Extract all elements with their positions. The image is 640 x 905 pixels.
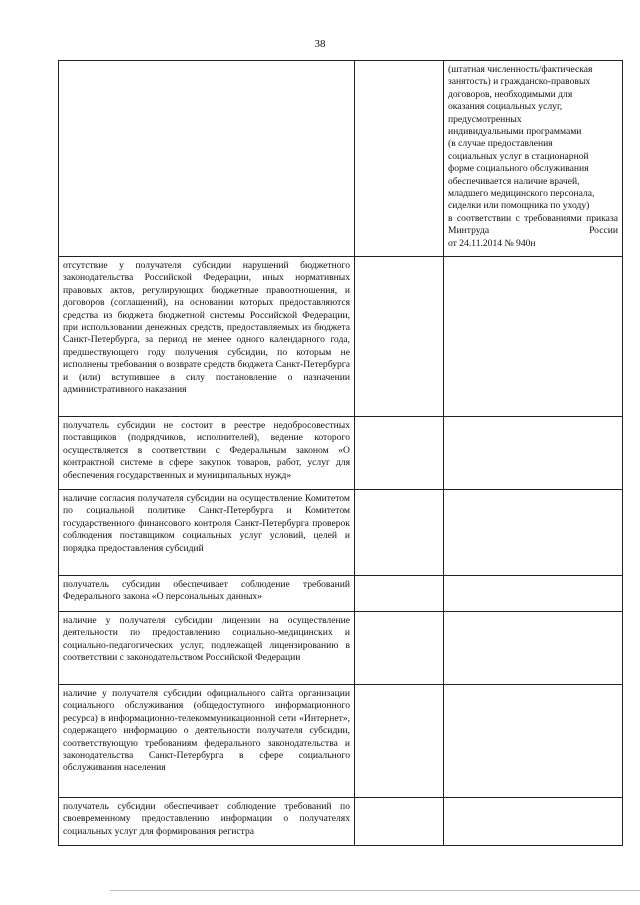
- blank-cell: [355, 798, 444, 846]
- blank-cell: [355, 61, 444, 257]
- requirement-text-justified: в соответствии с требованиями приказа Минтруда России: [448, 212, 618, 237]
- blank-cell: [444, 257, 623, 417]
- condition-cell: наличие у получателя субсидии официального сайта организации социального обслуживания (общедоступного информационного ресурса) в информационно-телекоммуникационной сети «Интернет», содержащего информацию о деятельности получателя субсидии, соответствующую требованиям федерального законодательства и законодательства Санкт-Петербурга в сфере социального обслуживания населения: [59, 685, 355, 798]
- condition-cell: наличие у получателя субсидии лицензии на осуществление деятельности по предоставлению социально-медицинских и социально-педагогических услуг, подлежащей лицензированию в соответствии с законодательством Российской Федерации: [59, 612, 355, 685]
- requirement-cell: [444, 61, 623, 257]
- condition-cell: отсутствие у получателя субсидии нарушений бюджетного законодательства Российской Федерации, иных нормативных правовых актов, регулирующих бюджетные правоотношения, и договоров (соглашений), на основании которых предоставляются средства из бюджета бюджетной системы Российской Федерации, при использовании денежных средств, предоставляемых из бюджета Санкт-Петербурга, за период не менее одного календарного года, предшествующего году получения субсидии, по которым не исполнены требования о возврате средств бюджета Санкт-Петербурга и (или) вступившее в силу постановление о назначении административного наказания: [59, 257, 355, 417]
- blank-cell: [355, 612, 444, 685]
- blank-cell: [444, 490, 623, 576]
- bottom-edge-line: [110, 890, 640, 891]
- table-row: [59, 61, 623, 257]
- condition-cell: наличие согласия получателя субсидии на осуществление Комитетом по социальной политике Санкт-Петербурга и Комитетом государственного финансового контроля Санкт-Петербурга проверок соблюдения поставщиком социальных услуг условий, целей и порядка предоставления субсидий: [59, 490, 355, 576]
- condition-cell: получатель субсидии не состоит в реестре недобросовестных поставщиков (подрядчиков, исполнителей), ведение которого осуществляется в соответствии с Федеральным законом «О контрактной системе в сфере закупок товаров, работ, услуг для обеспечения государственных и муниципальных нужд»: [59, 417, 355, 490]
- table-row: [59, 612, 623, 685]
- blank-cell: [444, 576, 623, 612]
- blank-cell: [355, 490, 444, 576]
- table-row: [59, 685, 623, 798]
- blank-cell: [444, 685, 623, 798]
- blank-cell: [355, 257, 444, 417]
- conditions-table: [58, 60, 623, 846]
- table-row: [59, 576, 623, 612]
- page-number: 38: [314, 38, 326, 50]
- blank-cell: [355, 685, 444, 798]
- table-row: [59, 257, 623, 417]
- blank-cell: [444, 798, 623, 846]
- condition-cell: получатель субсидии обеспечивает соблюдение требований по своевременному предоставлению информации о получателях социальных услуг для формирования регистра: [59, 798, 355, 846]
- blank-cell: [355, 417, 444, 490]
- table-row: [59, 798, 623, 846]
- table-row: [59, 490, 623, 576]
- blank-cell: [355, 576, 444, 612]
- table-row: [59, 417, 623, 490]
- blank-cell: [444, 417, 623, 490]
- condition-cell: получатель субсидии обеспечивает соблюдение требований Федерального закона «О персональных данных»: [59, 576, 355, 612]
- requirement-text-last: от 24.11.2014 № 940н: [448, 237, 536, 249]
- requirement-text: (штатная численность/фактическая занятость) и гражданско-правовых договоров, необходимыми для оказания социальных услуг, предусмотренных индивидуальными программами (в случае предоставления социальных услуг в стационарной форме социального обслуживания обеспечивается наличие врачей, младшего медицинского персонала, сиделки или помощника по уходу): [448, 64, 595, 212]
- blank-cell: [444, 612, 623, 685]
- condition-cell: [59, 61, 355, 257]
